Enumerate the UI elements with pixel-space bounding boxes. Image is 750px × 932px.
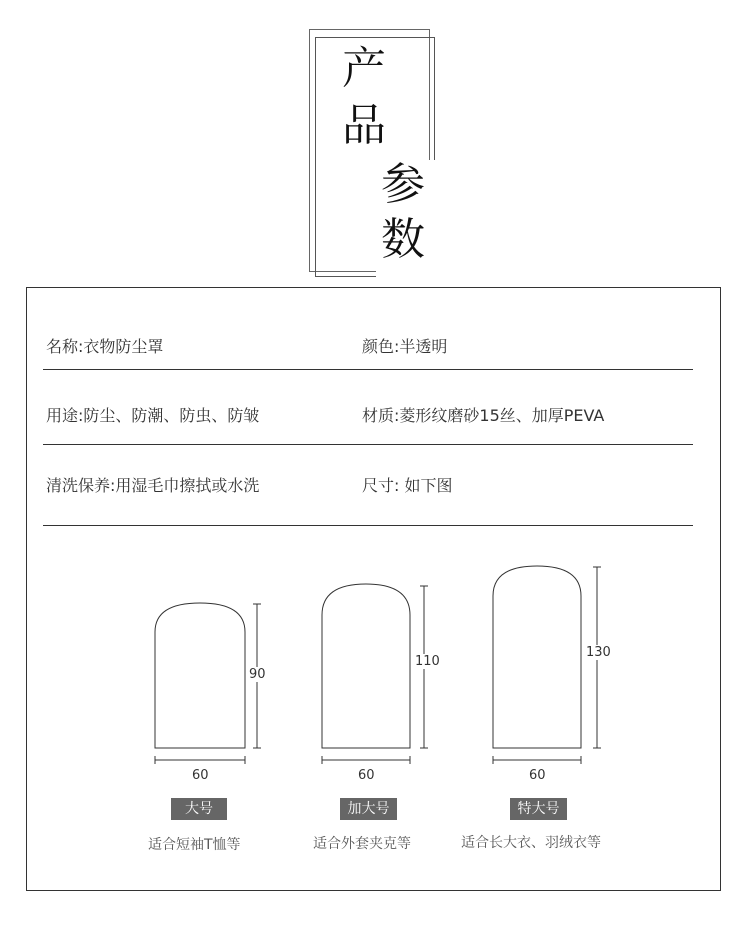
width-label-xxlarge: 60: [529, 768, 546, 783]
divider-3: [43, 525, 693, 526]
size-badge-xlarge: 加大号: [340, 798, 397, 820]
fit-text-large: 适合短袖T恤等: [148, 837, 241, 853]
spec-usage: 用途:防尘、防潮、防虫、防皱: [46, 406, 260, 425]
height-label-xlarge: 110: [415, 654, 440, 669]
size-badge-xxlarge: 特大号: [510, 798, 567, 820]
title-char-4: 数: [381, 214, 425, 265]
fit-text-xxlarge: 适合长大衣、羽绒衣等: [461, 835, 601, 851]
spec-size: 尺寸: 如下图: [362, 476, 453, 495]
width-label-xlarge: 60: [358, 768, 375, 783]
height-label-xxlarge: 130: [586, 645, 611, 660]
title-char-3: 参: [381, 159, 425, 210]
spec-care: 清洗保养:用湿毛巾擦拭或水洗: [46, 476, 260, 495]
title-char-1: 产: [342, 43, 386, 94]
divider-2: [43, 444, 693, 445]
spec-material: 材质:菱形纹磨砂15丝、加厚PEVA: [362, 406, 605, 425]
divider-1: [43, 369, 693, 370]
fit-text-xlarge: 适合外套夹克等: [313, 836, 411, 852]
spec-color: 颜色:半透明: [362, 337, 448, 356]
size-badge-large: 大号: [171, 798, 227, 820]
spec-name: 名称:衣物防尘罩: [46, 337, 164, 356]
title-char-2: 品: [342, 100, 386, 151]
height-label-large: 90: [249, 667, 266, 682]
width-label-large: 60: [192, 768, 209, 783]
